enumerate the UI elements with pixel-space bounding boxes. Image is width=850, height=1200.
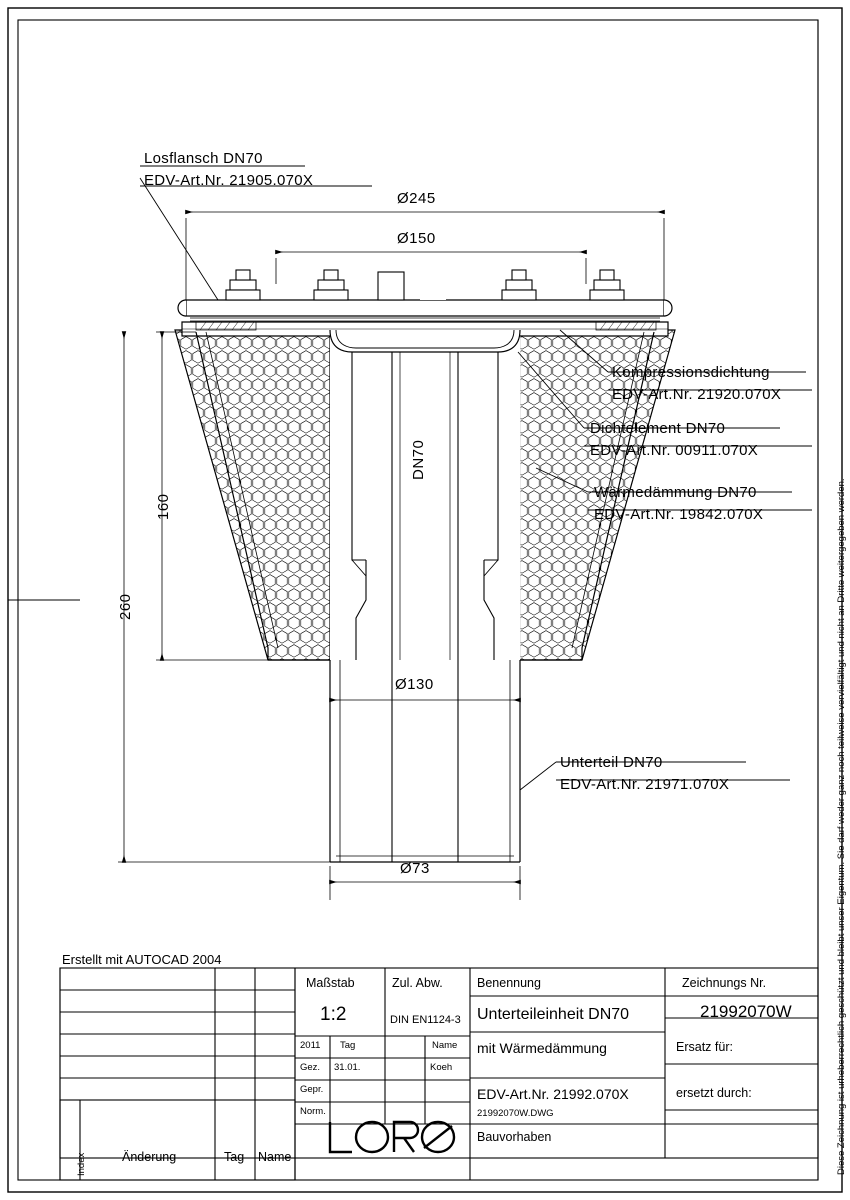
tb-row-2-key: Gepr. [300,1084,324,1095]
tb-row-0-tag: Tag [340,1040,356,1051]
dim-d150: Ø150 [397,230,436,247]
callout-losflansch-line1: Losflansch DN70 [144,150,263,167]
tb-zeichnr-value: 21992070W [700,1002,792,1021]
callout-losflansch-line2: EDV-Art.Nr. 21905.070X [144,172,314,189]
copyright-notice: Diese Zeichnung ist urheberrechtlich geschützt und bleibt unser Eigentum. Sie darf weder ganz noch teilweise vervielfältigt und nicht an Dritte weitergegeben werden. [836,478,847,1175]
callout-unterteil-line2: EDV-Art.Nr. 21971.070X [560,776,730,793]
callout-kompressionsdichtung-line2: EDV-Art.Nr. 21920.070X [612,386,782,403]
tb-row-1-key: Gez. [300,1062,321,1073]
tb-benennung-sub: mit Wärmedämmung [477,1040,607,1056]
tb-row-1-tag: 31.01. [334,1062,361,1073]
callout-kompressionsdichtung-line1: Kompressionsdichtung [612,364,770,381]
dim-d73: Ø73 [400,860,430,877]
tb-bauvorhaben: Bauvorhaben [477,1130,552,1144]
label-dn70-pipe: DN70 [410,439,427,480]
tb-benennung-value: Unterteileinheit DN70 [477,1006,630,1023]
tb-ersetzt-durch: ersetzt durch: [676,1086,752,1100]
callout-dichtelement-line2: EDV-Art.Nr. 00911.070X [590,442,759,459]
tb-row-0-key: 2011 [300,1040,321,1051]
tb-benennung-header: Benennung [477,976,541,990]
tb-ersatz-fuer: Ersatz für: [676,1040,733,1054]
tb-zulabw-value: DIN EN1124-3 [390,1014,461,1026]
dim-d245: Ø245 [397,190,436,207]
callout-dichtelement-line1: Dichtelement DN70 [590,420,726,437]
tb-masstab-value: 1:2 [320,1004,347,1025]
tb-aenderung-label: Änderung [122,1150,177,1164]
callout-waermedaemmung-line2: EDV-Art.Nr. 19842.070X [594,506,764,523]
tb-row-1-name: Koeh [430,1062,453,1073]
tb-tag-label: Tag [224,1150,245,1164]
dim-h260: 260 [117,593,134,620]
tb-name-label: Name [258,1150,292,1164]
dim-h160: 160 [155,493,172,520]
callout-waermedaemmung-line1: Wärmedämmung DN70 [594,484,757,501]
dim-d130: Ø130 [395,676,434,693]
tb-edv-artnr: EDV-Art.Nr. 21992.070X [477,1086,629,1102]
tb-index-label: Index [76,1152,87,1176]
loro-logo [330,1122,454,1152]
callout-unterteil-line1: Unterteil DN70 [560,754,663,771]
tb-zulabw-header: Zul. Abw. [392,976,443,990]
tb-zeichnr-header: Zeichnungs Nr. [682,976,767,990]
note-autocad: Erstellt mit AUTOCAD 2004 [62,952,222,967]
tb-dwg-filename: 21992070W.DWG [477,1108,554,1119]
tb-masstab-header: Maßstab [306,976,355,990]
tb-row-3-key: Norm. [300,1106,326,1117]
tb-row-0-name: Name [432,1040,458,1051]
